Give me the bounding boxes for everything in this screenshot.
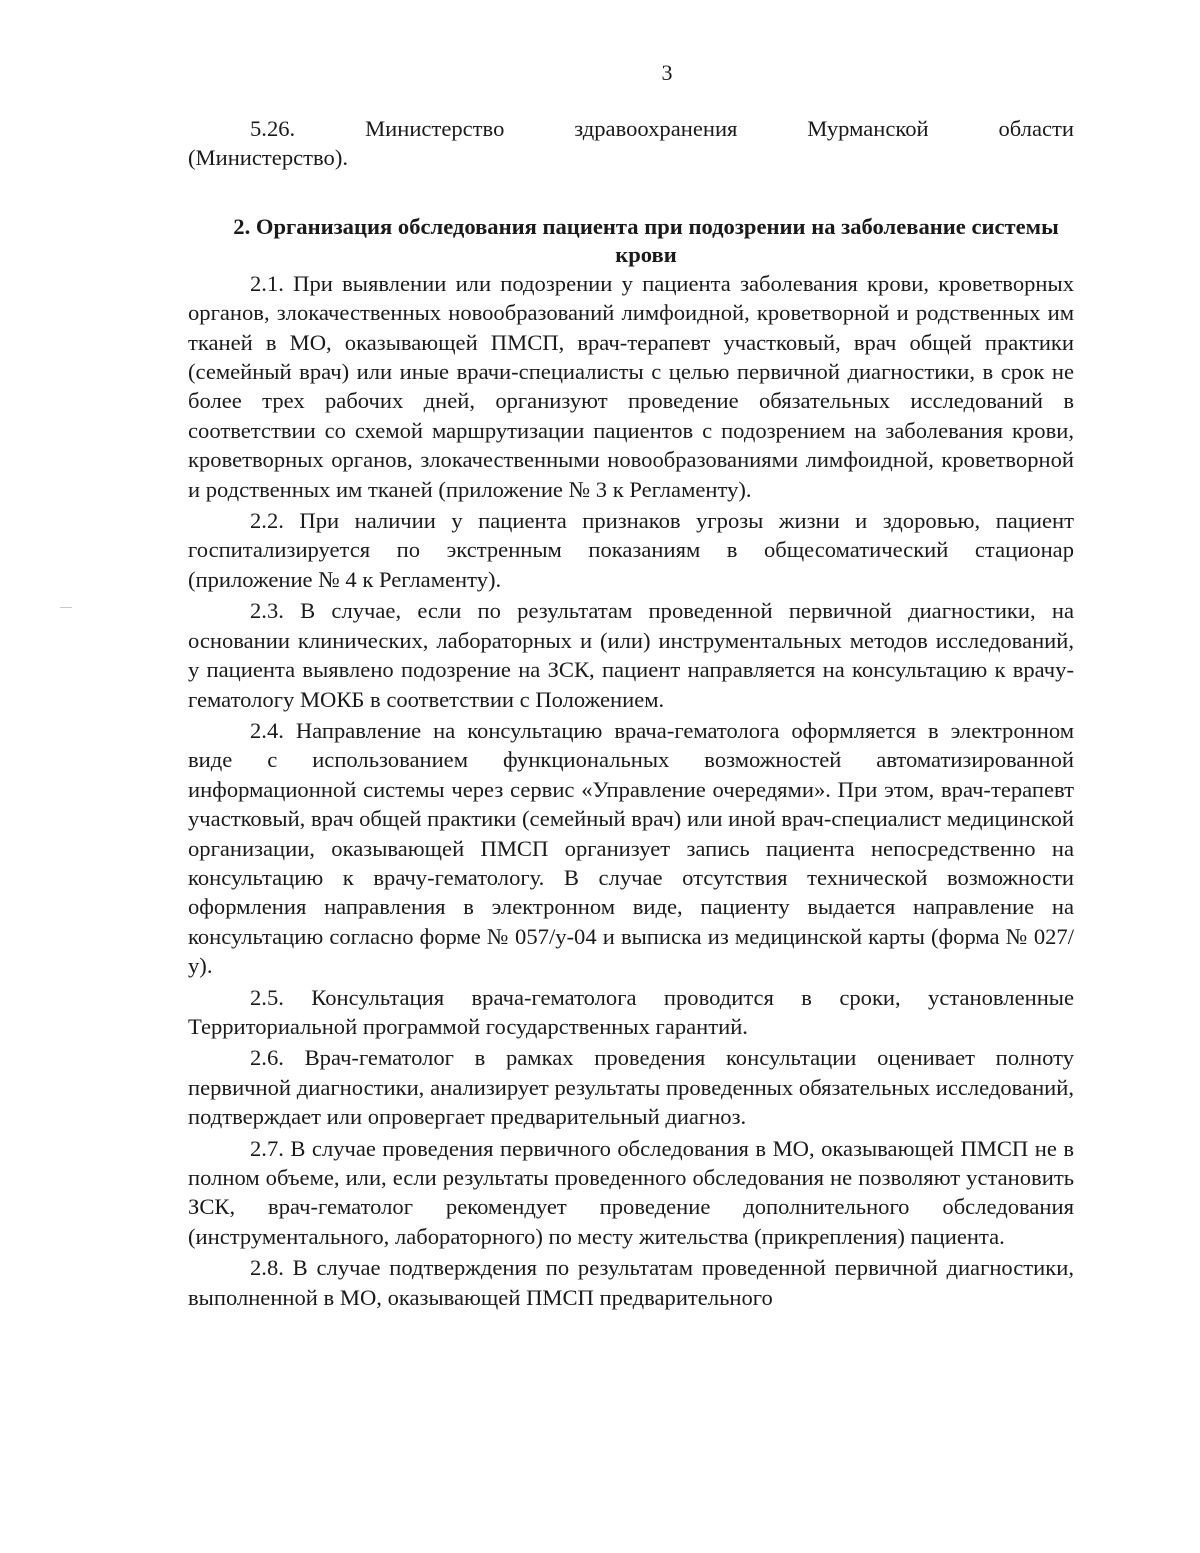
scan-artifact: [60, 607, 72, 608]
page-number: 3: [661, 60, 673, 85]
section-title: 2. Организация обследования пациента при подозрении на заболевание системы крови: [233, 213, 1059, 267]
paragraph-2-6: 2.6. Врач-гематолог в рамках проведения консультации оценивает полноту первичной диагностики, анализирует результаты проведенных обязательных исследований, подтверждает или опровергает предварительный диагноз.: [188, 1045, 1074, 1130]
paragraph-2-5: 2.5. Консультация врача-гематолога проводится в сроки, установленные Территориальной программой государственных гарантий.: [188, 984, 1074, 1039]
paragraph-2-8: 2.8. В случае подтверждения по результатам проведенной первичной диагностики, выполненной в МО, оказывающей ПМСП предварительного: [188, 1255, 1074, 1310]
paragraph-2-7: 2.7. В случае проведения первичного обследования в МО, оказывающей ПМСП не в полном объеме, или, если результаты проведенного обследования не позволяют установить ЗСК, врач-гематолог рекомендует проведение дополнительного обследования (инструментального, лабораторного) по месту жительства (прикрепления) пациента.: [188, 1135, 1074, 1249]
paragraph-2-3: 2.3. В случае, если по результатам проведенной первичной диагностики, на основании клинических, лабораторных и (или) инструментальных методов исследований, у пациента выявлено подозрение на ЗСК, пациент направляется на консультацию к врачу-гематологу МОКБ в соответствии с Положением.: [188, 598, 1074, 712]
item-5-26-line2: (Министерство).: [188, 145, 348, 171]
paragraph-2-4: 2.4. Направление на консультацию врача-гематолога оформляется в электронном виде с использованием функциональных возможностей автоматизированной информационной системы через сервис «Управление очередями». При этом, врач-терапевт участковый, врач общей практики (семейный врач) или иной врач-специалист медицинской организации, оказывающей ПМСП организует запись пациента непосредственно на консультацию к врачу-гематологу. В случае отсутствия технической возможности оформления направления в электронном виде, пациенту выдается направление на консультацию согласно форме № 057/у-04 и выписка из медицинской карты (форма № 027/у).: [188, 717, 1074, 979]
paragraph-2-2: 2.2. При наличии у пациента признаков угрозы жизни и здоровью, пациент госпитализируется по экстренным показаниям в общесоматический стационар (приложение № 4 к Регламенту).: [188, 508, 1074, 592]
paragraph-2-1: 2.1. При выявлении или подозрении у пациента заболевания крови, кроветворных органов, злокачественных новообразований лимфоидной, кроветворной и родственных им тканей в МО, оказывающей ПМСП, врач-терапевт участковый, врач общей практики (семейный врач) или иные врачи-специалисты с целью первичной диагностики, в срок не более трех рабочих дней, организуют проведение обязательных исследований в соответствии со схемой маршрутизации пациентов с подозрением на заболевания крови, кроветворных органов, злокачественными новообразованиями лимфоидной, кроветворной и родственных им тканей (приложение № 3 к Регламенту).: [188, 270, 1074, 502]
item-5-26-line1: 5.26. Министерство здравоохранения Мурманской области: [250, 116, 1074, 141]
document-body: [188, 114, 1074, 1312]
